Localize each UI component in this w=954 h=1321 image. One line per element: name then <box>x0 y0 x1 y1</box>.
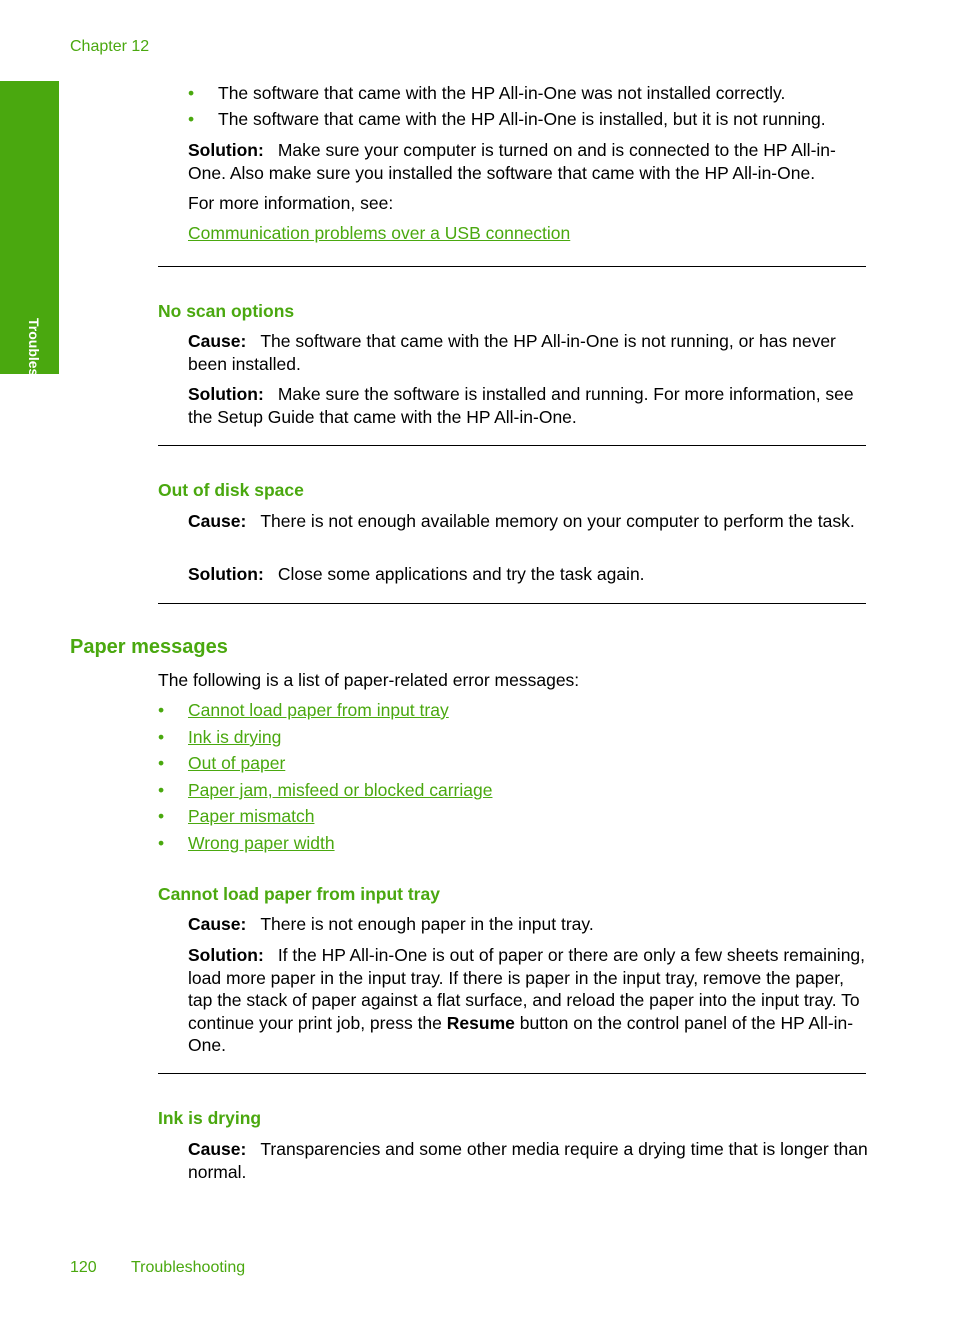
solution-text-b: button on the control panel of the HP All-in-One. <box>188 1012 854 1055</box>
solution-label: Solution: <box>188 564 264 584</box>
bullet-marker: • <box>158 833 165 853</box>
link-out-of-paper[interactable]: Out of paper <box>188 753 286 773</box>
link-cannot-load-paper[interactable]: Cannot load paper from input tray <box>188 700 449 720</box>
bullet-marker: • <box>158 780 165 800</box>
solution-text: Close some applications and try the task again. <box>277 564 645 584</box>
solution-label: Solution: <box>188 140 264 160</box>
heading-ink-is-drying: Ink is drying <box>158 1108 262 1128</box>
bullet-marker: • <box>158 727 165 747</box>
cause-label: Cause: <box>188 914 247 934</box>
footer-section: Troubleshooting <box>131 1259 246 1276</box>
solution-label: Solution: <box>188 384 264 404</box>
cause-label: Cause: <box>188 331 247 351</box>
heading-no-scan-options: No scan options <box>158 301 295 321</box>
heading-paper-messages: Paper messages <box>70 636 228 658</box>
solution-text: Make sure the software is installed and running. For more information, see the Setup Guide that came with the HP All-in-One. <box>188 384 854 427</box>
bullet-marker: • <box>158 700 165 720</box>
link-paper-mismatch[interactable]: Paper mismatch <box>188 806 315 826</box>
side-tab <box>0 81 59 428</box>
cause-text: There is not enough paper in the input tray. <box>260 914 594 934</box>
link-wrong-paper-width[interactable]: Wrong paper width <box>188 833 335 853</box>
heading-out-of-disk-space: Out of disk space <box>158 480 304 500</box>
solution-label: Solution: <box>188 945 264 965</box>
cause-label: Cause: <box>188 1139 247 1159</box>
cause-text: The software that came with the HP All-in-One is not running, or has never been installed. <box>188 331 836 374</box>
solution-text-a: If the HP All-in-One is out of paper or there are only a few sheets remaining, load more paper in the input tray. If there is paper in the input tray, remove the paper, tap the stack of paper against a flat surface, and reload the paper into the input tray. To continue your print job, press the <box>188 945 866 1033</box>
top-solution <box>188 139 868 184</box>
cause-text: Transparencies and some other media require a drying time that is longer than normal. <box>188 1139 868 1182</box>
link-ink-is-drying[interactable]: Ink is drying <box>188 727 282 747</box>
bullet-marker: • <box>158 753 165 773</box>
chapter-label: Chapter 12 <box>70 38 150 55</box>
no-scan-solution <box>188 383 868 428</box>
resume-button-name: Resume <box>446 1012 515 1033</box>
more-info-text: For more information, see: <box>188 193 394 213</box>
cause-label: Cause: <box>188 511 247 531</box>
cannot-load-solution <box>188 944 868 1057</box>
bullet-marker: • <box>188 109 195 129</box>
side-tab-label: Troubleshooting <box>26 318 42 428</box>
heading-cannot-load-paper: Cannot load paper from input tray <box>158 884 440 904</box>
cannot-load-cause <box>188 913 868 936</box>
divider <box>158 603 866 604</box>
bullet-marker: • <box>158 806 165 826</box>
usb-connection-link[interactable]: Communication problems over a USB connection <box>188 223 571 243</box>
divider <box>158 1073 866 1074</box>
divider <box>158 266 866 267</box>
disk-space-solution <box>188 563 868 586</box>
solution-text: Make sure your computer is turned on and is connected to the HP All-in-One. Also make sure you installed the software that came with the HP All-in-One. <box>188 140 836 183</box>
ink-drying-cause <box>188 1138 868 1183</box>
bullet-marker: • <box>188 83 195 103</box>
top-bullet-2: The software that came with the HP All-in-One is installed, but it is not running. <box>218 109 826 129</box>
cause-text: There is not enough available memory on your computer to perform the task. <box>260 511 855 531</box>
paper-messages-intro: The following is a list of paper-related error messages: <box>158 670 580 690</box>
page-number: 120 <box>70 1259 97 1276</box>
divider <box>158 445 866 446</box>
no-scan-cause <box>188 330 868 375</box>
top-bullet-1: The software that came with the HP All-in-One was not installed correctly. <box>218 83 786 103</box>
link-paper-jam[interactable]: Paper jam, misfeed or blocked carriage <box>188 780 493 800</box>
disk-space-cause <box>188 510 868 533</box>
